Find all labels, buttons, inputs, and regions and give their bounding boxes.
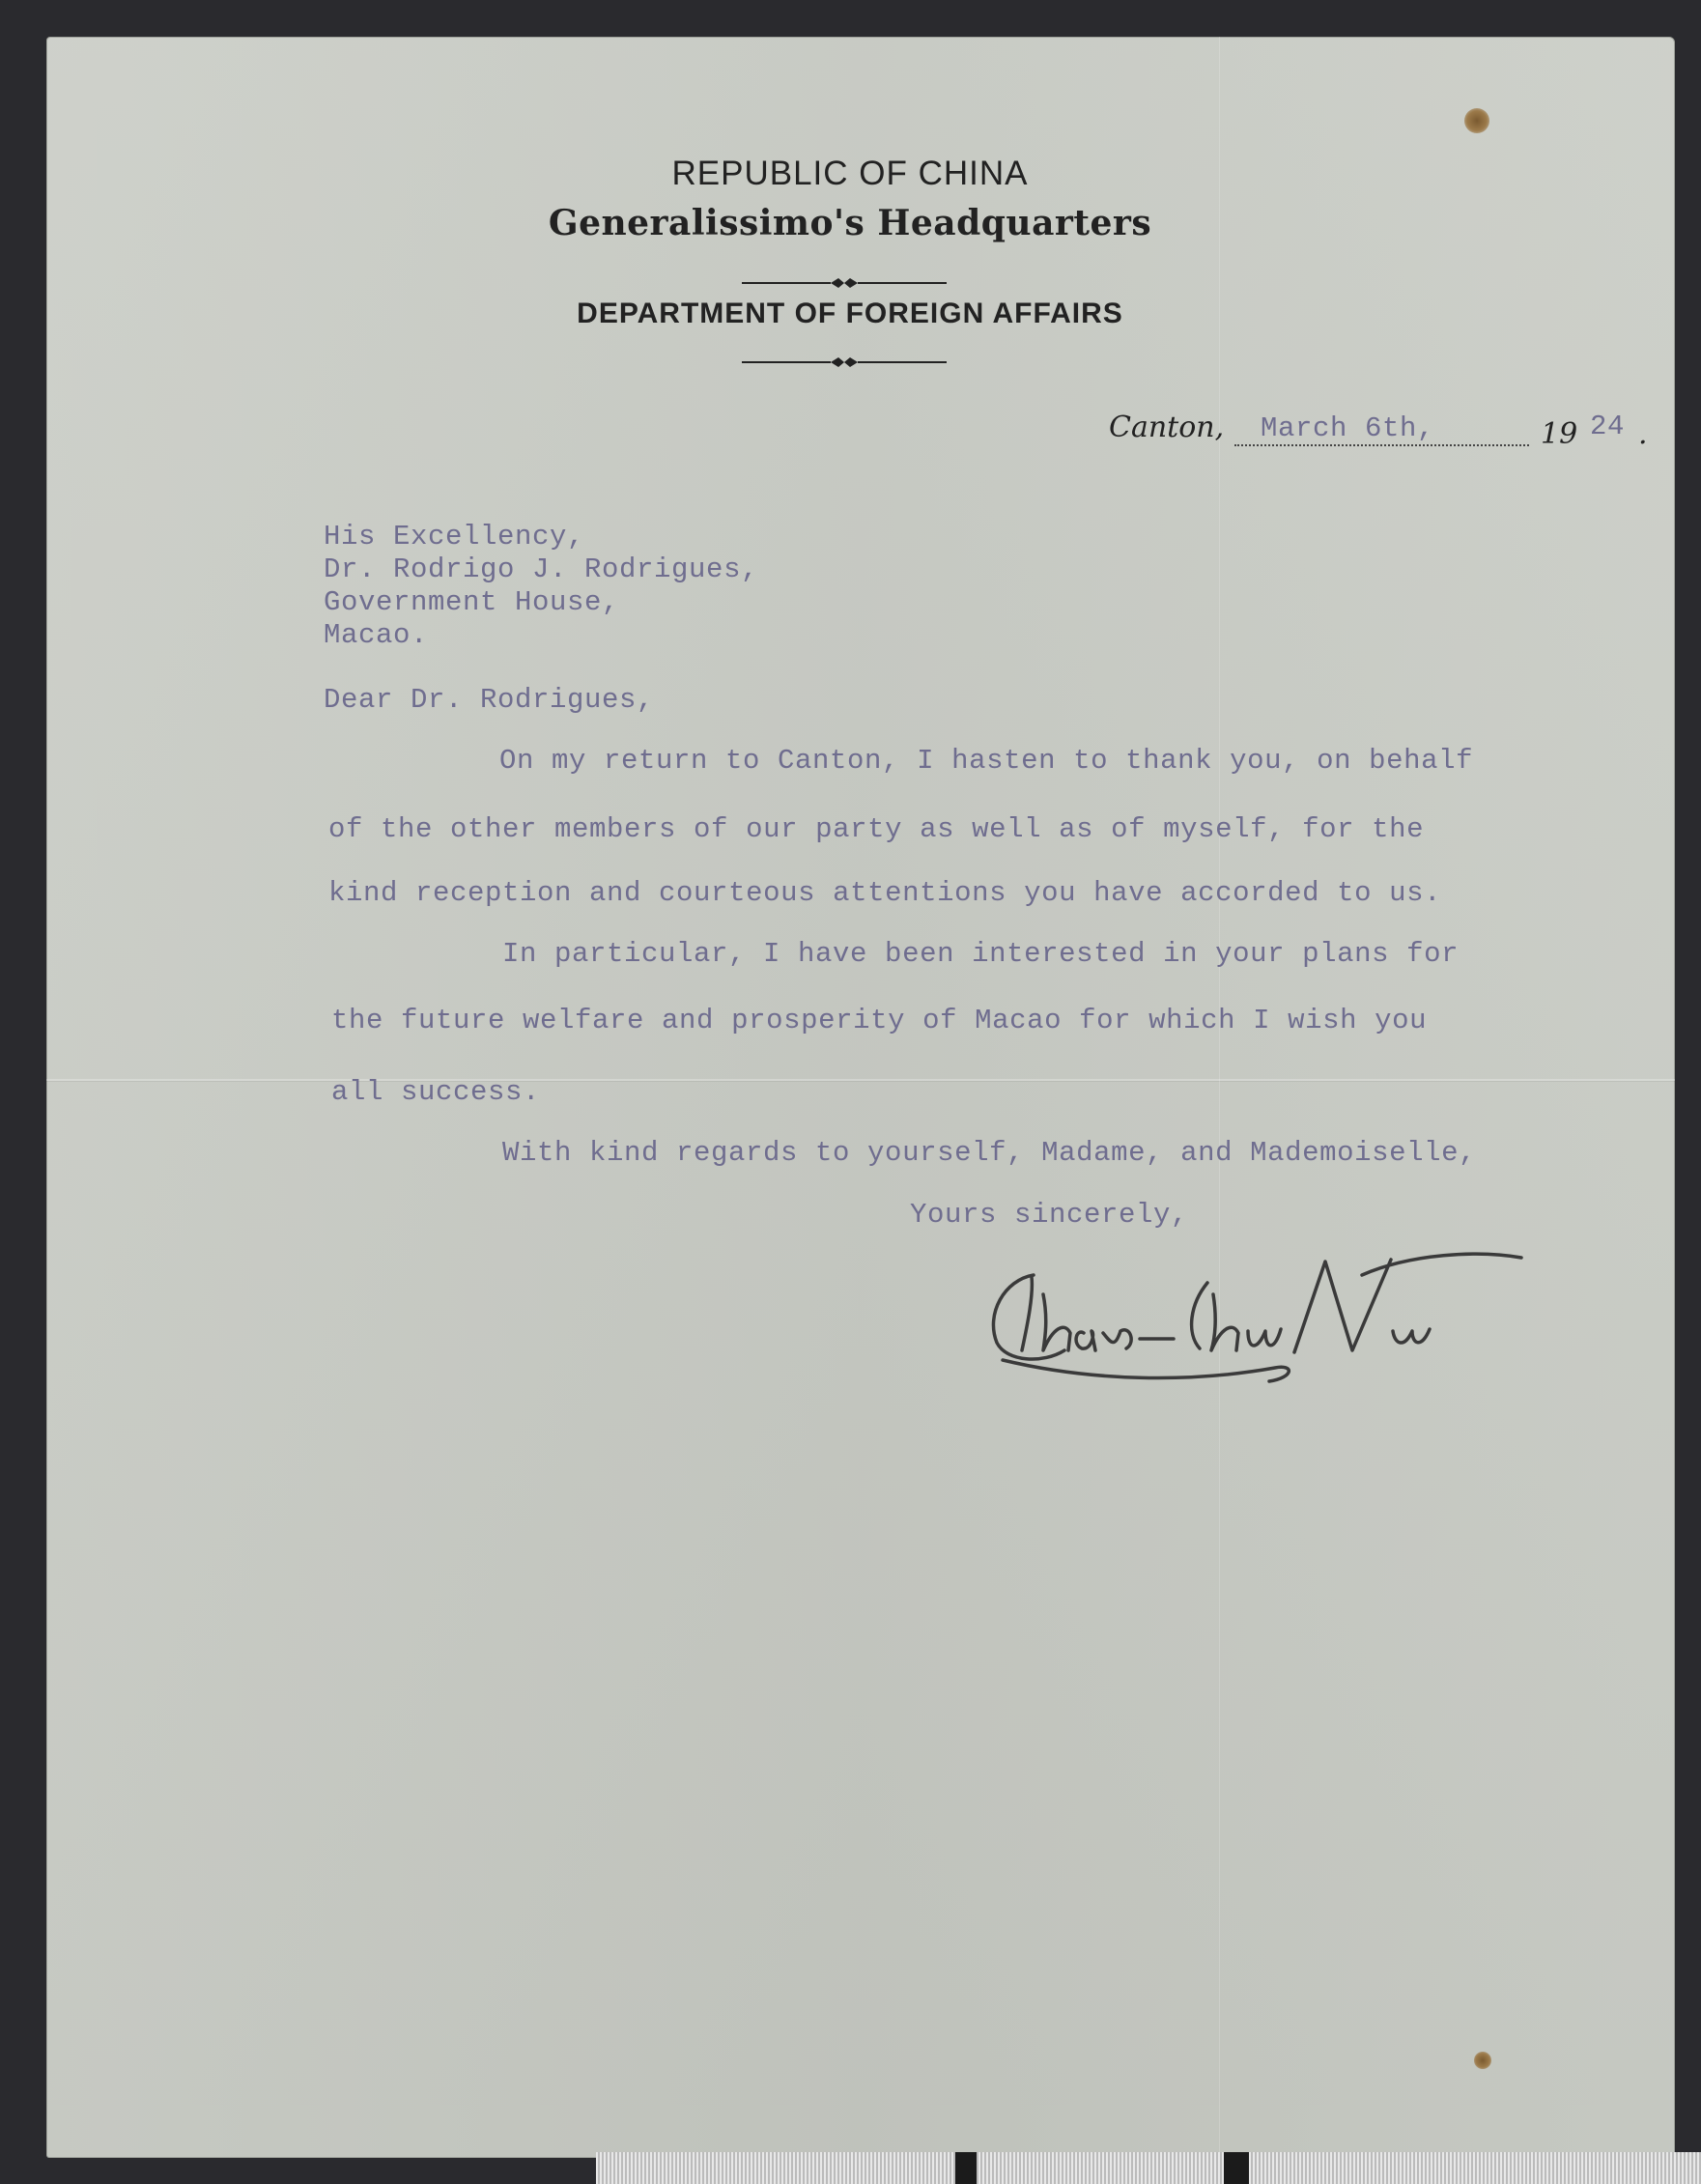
dateline-place: Canton, <box>1109 411 1225 444</box>
letterhead-department: DEPARTMENT OF FOREIGN AFFAIRS <box>577 298 1123 329</box>
stain-spot <box>1464 108 1489 133</box>
scan-ruler <box>596 2152 1701 2184</box>
letterhead-headquarters: Generalissimo's Headquarters <box>548 203 1152 243</box>
body-line: kind reception and courteous attentions you have accorded to us. <box>328 877 1442 909</box>
body-line: In particular, I have been interested in your plans for <box>502 938 1460 970</box>
address-line: Government House, <box>324 586 620 618</box>
horizontal-fold-crease <box>46 1079 1675 1081</box>
body-line: With kind regards to yourself, Madame, and Mademoiselle, <box>502 1137 1477 1169</box>
address-line: Macao. <box>324 619 429 651</box>
address-line: Dr. Rodrigo J. Rodrigues, <box>324 553 759 585</box>
closing: Yours sincerely, <box>910 1199 1189 1231</box>
body-line: the future welfare and prosperity of Macao for which I wish you <box>331 1005 1428 1036</box>
body-line: all success. <box>331 1076 541 1108</box>
stain-spot <box>1474 2052 1491 2069</box>
body-line: On my return to Canton, I hasten to thank you, on behalf <box>499 745 1474 777</box>
vertical-fold-crease <box>1219 37 1220 2158</box>
dateline-end: . <box>1638 417 1648 451</box>
letterhead-ornament-top <box>742 276 947 290</box>
dateline-date: March 6th, <box>1261 412 1435 444</box>
dateline-year-suffix: 24 <box>1590 411 1626 442</box>
salutation: Dear Dr. Rodrigues, <box>324 684 655 716</box>
dateline-rule <box>1234 444 1529 446</box>
letterhead-ornament-bottom <box>742 355 947 369</box>
handwritten-signature <box>976 1236 1536 1391</box>
letterhead-republic: REPUBLIC OF CHINA <box>671 155 1029 192</box>
dateline-year-prefix: 19 <box>1541 417 1578 451</box>
address-line: His Excellency, <box>324 521 585 553</box>
body-line: of the other members of our party as well as of myself, for the <box>328 813 1425 845</box>
